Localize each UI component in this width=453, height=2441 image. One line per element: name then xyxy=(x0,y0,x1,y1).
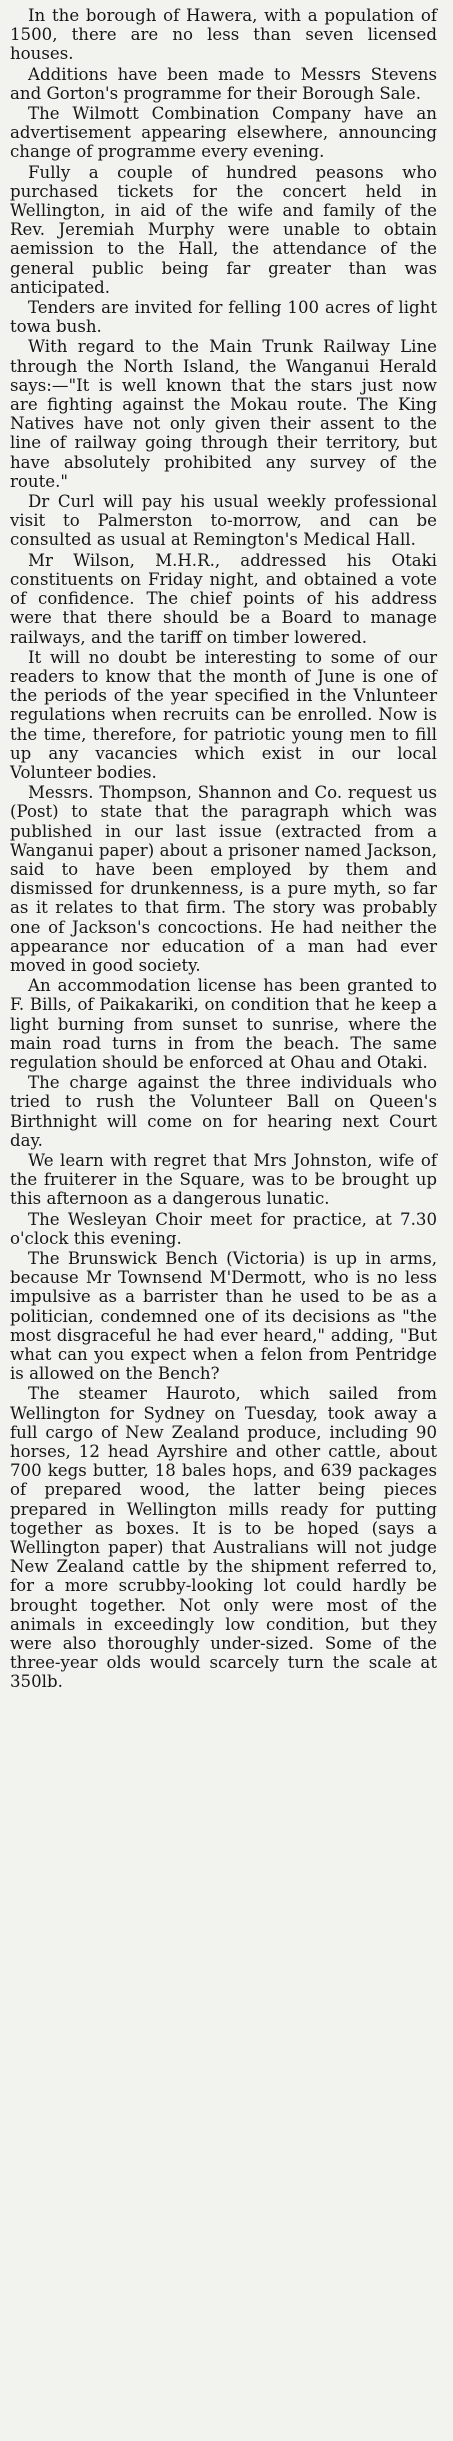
paragraph-hawera-licensed-houses: In the borough of Hawera, with a population of 1500, there are no less than seven licensed houses. xyxy=(10,6,437,64)
paragraph-thompson-shannon: Messrs. Thompson, Shannon and Co. request us (Post) to state that the paragraph which was published in our last issue (extracted from a Wanganui paper) about a prisoner named Jackson, said to have been employed by them and dismissed for drunkenness, is a pure myth, so far as it relates to that firm. The story was probably one of Jackson's concoctions. He had neither the appearance nor education of a man had ever moved in good society. xyxy=(10,783,437,975)
paragraph-mrs-johnston: We learn with regret that Mrs Johnston, wife of the fruiterer in the Square, was to be brought up this afternoon as a dangerous lunatic. xyxy=(10,1150,437,1209)
paragraph-steamer-hauroto: The steamer Hauroto, which sailed from Wellington for Sydney on Tuesday, took away a full cargo of New Zealand produce, including 90 horses, 12 head Ayrshire and other cattle, about 700 kegs butter, 18 bales hops, and 639 packages of prepared wood, the latter being pieces prepared in Wellington mills ready for putting together as boxes. It is to be hoped (says a Wellington paper) that Australians will not judge New Zealand cattle by the shipment referred to, for a more scrubby-looking lot could hardly be brought together. Not only were most of the animals in exceedingly low condition, but they were also thoroughly under-sized. Some of the three-year olds would scarcely turn the scale at 350lb. xyxy=(10,1384,437,1692)
paragraph-wellington-concert: Fully a couple of hundred peasons who purchased tickets for the concert held in Wellington, in aid of the wife and family of the Rev. Jeremiah Murphy were unable to obtain aemission to the Hall, the attendance of the general public being far greater than was anticipated. xyxy=(10,162,437,297)
paragraph-accommodation-license: An accommodation license has been granted to F. Bills, of Paikakariki, on condition that he keep a light burning from sunset to sunrise, where the main road turns in from the beach. The same regulation should be enforced at Ohau and Otaki. xyxy=(10,976,437,1072)
paragraph-main-trunk-railway: With regard to the Main Trunk Railway Line through the North Island, the Wanganui Herald says:—"It is well known that the stars just now are fighting against the Mokau route. The King Natives have not only given their assent to the line of railway going through their territory, but have absolutely prohibited any survey of the route." xyxy=(10,337,437,491)
paragraph-dr-curl: Dr Curl will pay his usual weekly professional visit to Palmerston to-morrow, and can be consulted as usual at Remington's Medical Hall. xyxy=(10,492,437,550)
paragraph-borough-sale: Additions have been made to Messrs Stevens and Gorton's programme for their Borough Sale. xyxy=(10,64,437,103)
paragraph-mr-wilson: Mr Wilson, M.H.R., addressed his Otaki constituents on Friday night, and obtained a vote of confidence. The chief points of his address were that there should be a Board to manage railways, and the tariff on timber lowered. xyxy=(10,550,437,647)
paragraph-volunteer-ball-charge: The charge against the three individuals who tried to rush the Volunteer Ball on Queen's Birthnight will come on for hearing next Court day. xyxy=(10,1073,437,1150)
paragraph-tenders-bush: Tenders are invited for felling 100 acres of light towa bush. xyxy=(10,298,437,337)
paragraph-wesleyan-choir: The Wesleyan Choir meet for practice, at 7.30 o'clock this evening. xyxy=(10,1209,437,1248)
paragraph-brunswick-bench: The Brunswick Bench (Victoria) is up in arms, because Mr Townsend M'Dermott, who is no less impulsive as a barrister than he used to be as a politician, condemned one of its decisions as "the most disgraceful he had ever heard," adding, "But what can you expect when a felon from Pentridge is allowed on the Bench? xyxy=(10,1249,437,1384)
paragraph-volunteer-regulations: It will no doubt be interesting to some of our readers to know that the month of June is one of the periods of the year specified in the Vnlunteer regulations when recruits can be enrolled. Now is the time, therefore, for patriotic young men to fill up any vacancies which exist in our local Volunteer bodies. xyxy=(10,647,437,782)
paragraph-wilmott-company: The Wilmott Combination Company have an advertisement appearing elsewhere, announcing change of programme every evening. xyxy=(10,104,437,162)
